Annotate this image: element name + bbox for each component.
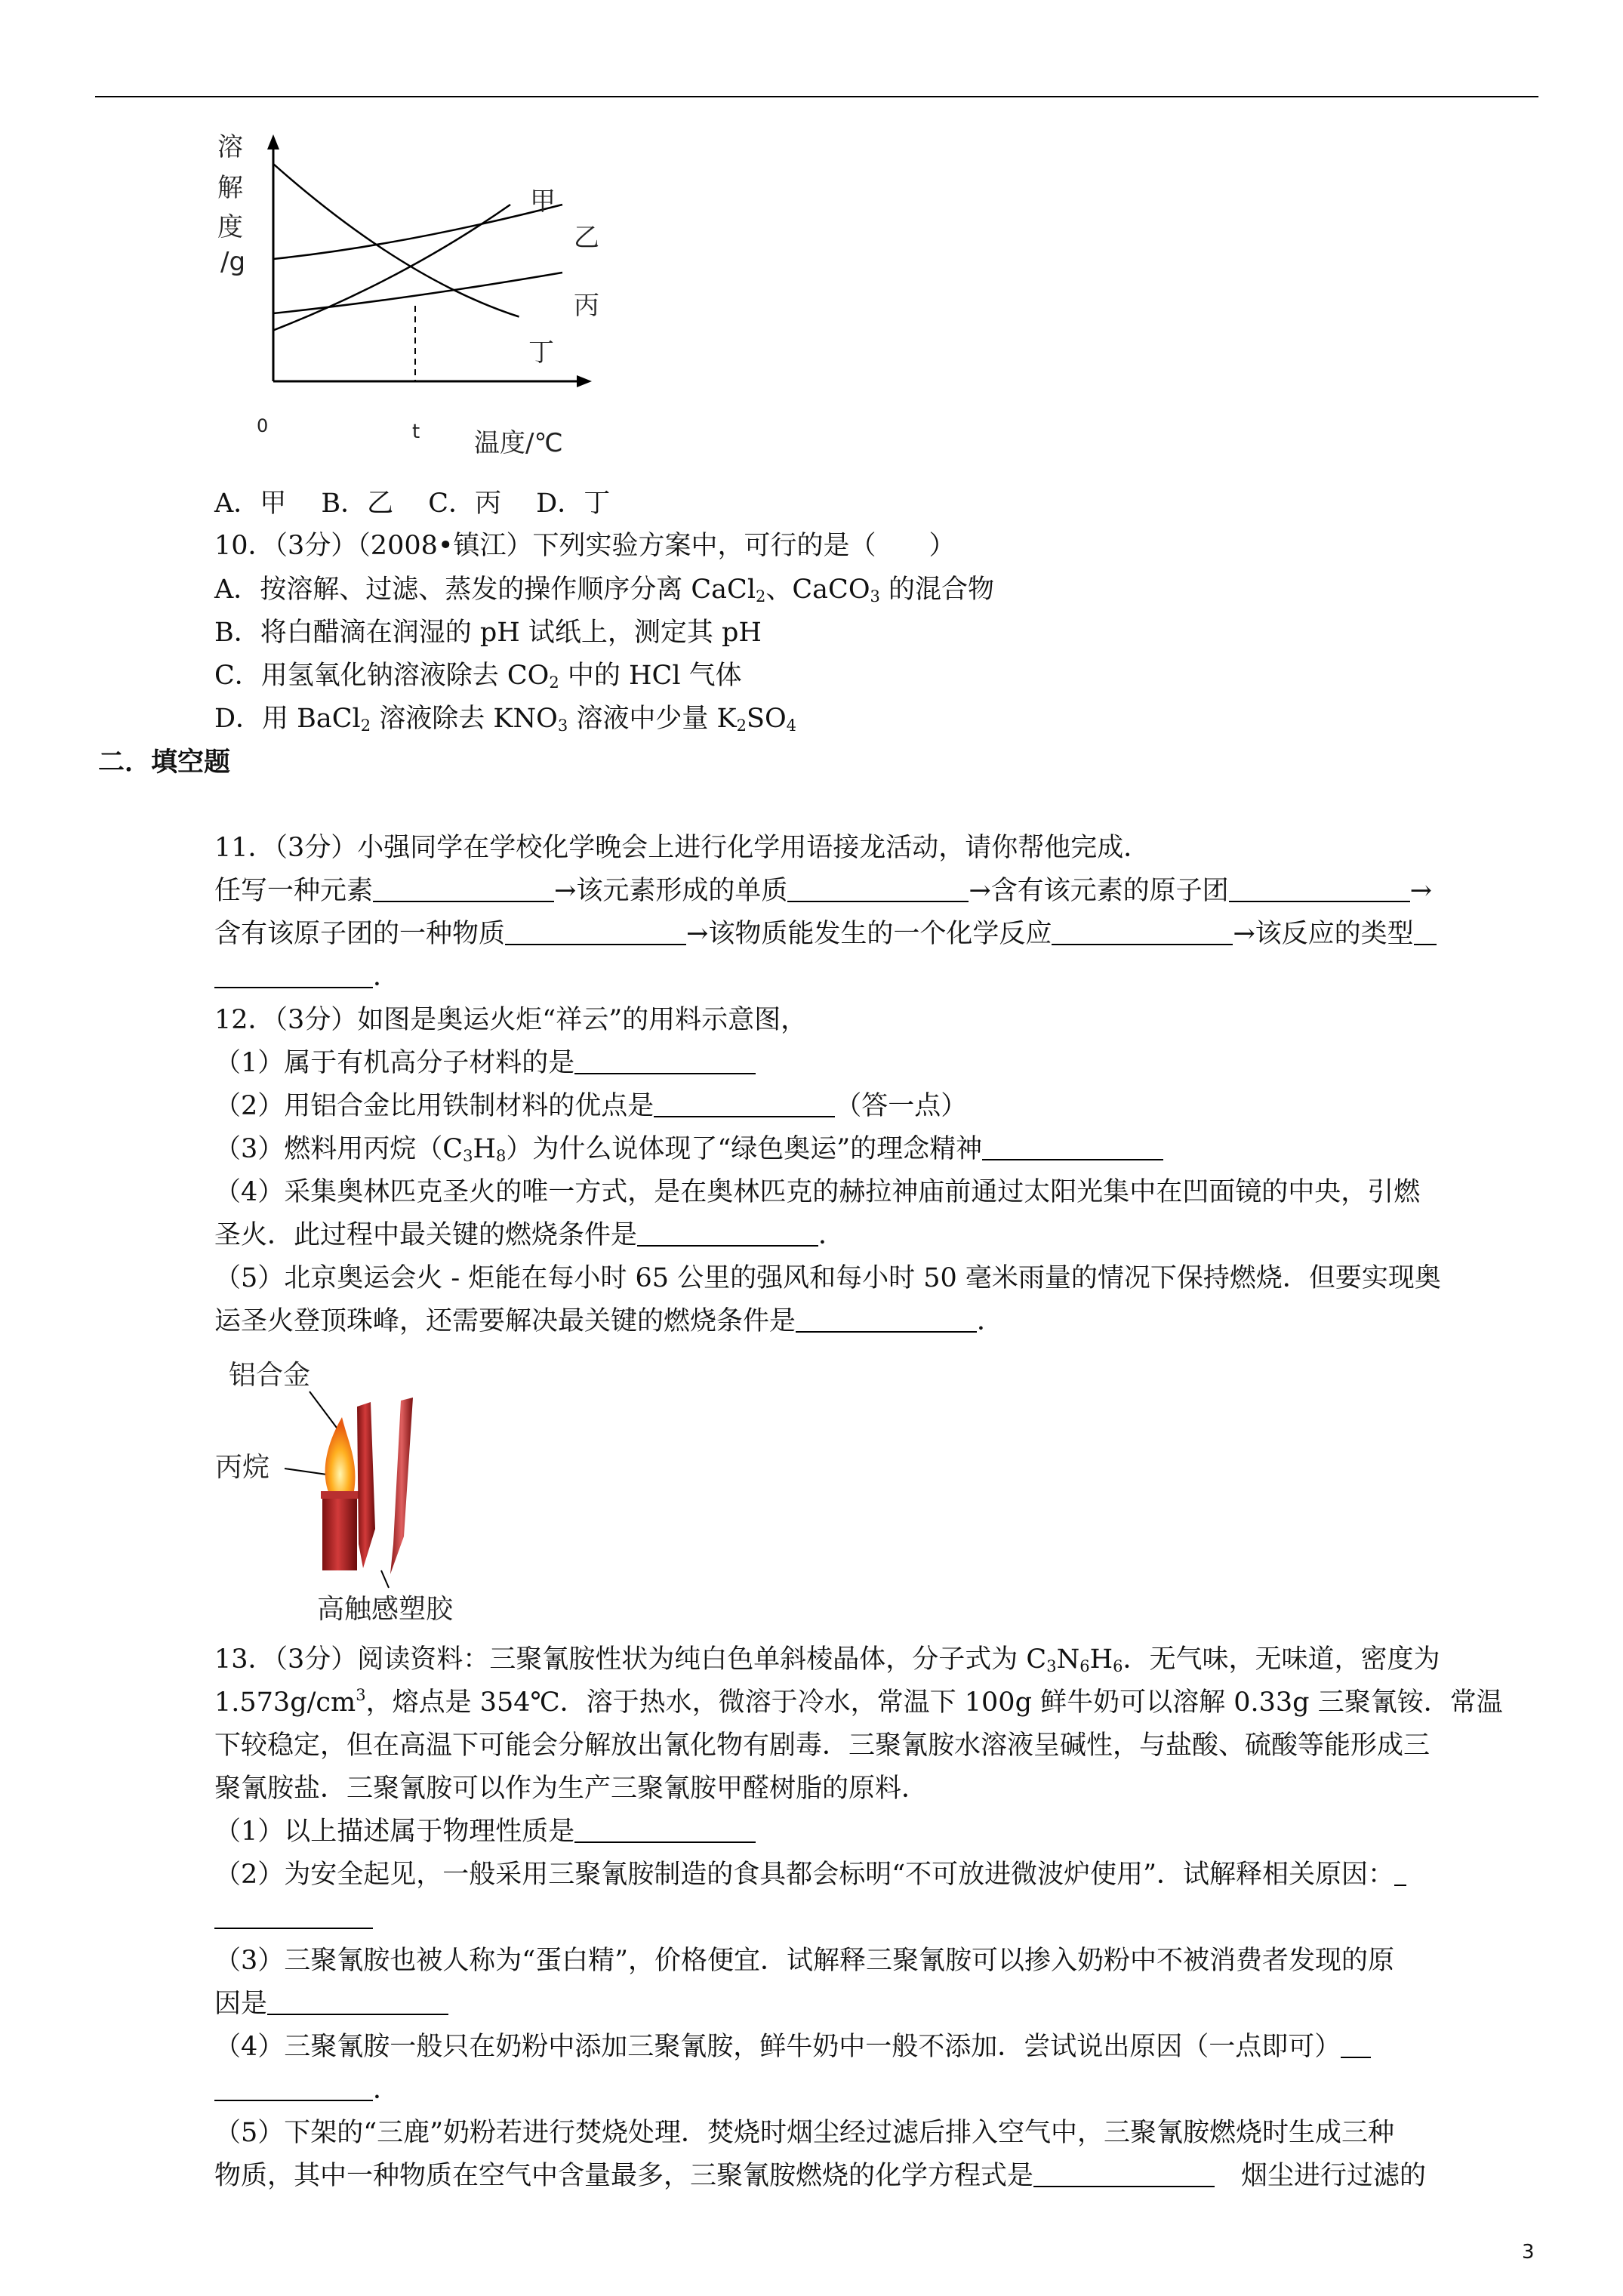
q13-part-3-line-2 bbox=[214, 1991, 448, 2017]
q13-part-5-line-2 bbox=[214, 2163, 1426, 2190]
answer-blank[interactable] bbox=[505, 921, 686, 945]
text: （2）用铝合金比用铁制材料的优点是 bbox=[214, 1091, 654, 1121]
torch-base-cap bbox=[321, 1491, 359, 1499]
sub: 8 bbox=[495, 1147, 507, 1165]
text: （4）三聚氰胺一般只在奶粉中添加三聚氰胺，鲜牛奶中一般不添加．尝试说出原因（一点即可） bbox=[214, 2032, 1341, 2062]
torch-base bbox=[322, 1495, 357, 1570]
q13-line-4: 聚氰胺盐．三聚氰胺可以作为生产三聚氰胺甲醛树脂的原料． bbox=[214, 1774, 929, 1804]
y-axis-arrow bbox=[267, 134, 279, 149]
torch-diagram bbox=[215, 1348, 502, 1635]
sub: 3 bbox=[870, 587, 880, 606]
label-propane: 丙烷 bbox=[215, 1452, 270, 1483]
text: 溶液中少量 K bbox=[568, 704, 737, 734]
text: 溶液除去 KNO bbox=[371, 704, 558, 734]
answer-blank[interactable] bbox=[267, 1991, 448, 2015]
label-aluminum-alloy: 铝合金 bbox=[229, 1360, 311, 1391]
sub: 6 bbox=[1113, 1657, 1123, 1675]
series-line-bing bbox=[273, 273, 562, 313]
y-label-char-4: /g bbox=[220, 247, 246, 277]
text: 、CaCO bbox=[765, 575, 870, 605]
answer-blank[interactable] bbox=[373, 878, 554, 902]
answer-blank[interactable] bbox=[214, 1905, 373, 1929]
q13-line-3: 下较稳定，但在高温下可能会分解放出氰化物有剧毒．三聚氰胺水溶液呈碱性，与盐酸、硫酸等能形成三 bbox=[214, 1730, 1431, 1761]
q13-part-4-blank bbox=[214, 2077, 399, 2103]
y-label-char-3: 度 bbox=[217, 212, 243, 242]
q12-part-5-line-2 bbox=[214, 1308, 1003, 1335]
series-label-jia: 甲 bbox=[530, 186, 556, 217]
text: 物质，其中一种物质在空气中含量最多，三聚氰胺燃烧的化学方程式是 bbox=[214, 2161, 1034, 2191]
sub: 3 bbox=[463, 1147, 473, 1165]
text: （2）为安全起见，一般采用三聚氰胺制造的食具都会标明“不可放进微波炉使用”．试解释相关原因： bbox=[214, 1860, 1395, 1890]
text: ）为什么说体现了“绿色奥运”的理念精神 bbox=[506, 1134, 983, 1164]
text: N bbox=[1056, 1644, 1080, 1675]
series-line-yi bbox=[273, 205, 562, 259]
answer-blank[interactable] bbox=[637, 1222, 818, 1247]
answer-blank[interactable] bbox=[1341, 2034, 1371, 2058]
answer-blank[interactable] bbox=[574, 1819, 756, 1843]
text: 的混合物 bbox=[879, 575, 995, 605]
q10-option-d bbox=[214, 704, 797, 735]
q13-part-4 bbox=[214, 2034, 1371, 2060]
q11-line-1 bbox=[214, 878, 1432, 905]
answer-blank[interactable] bbox=[796, 1308, 977, 1333]
q10-option-c bbox=[214, 661, 742, 692]
sub: 3 bbox=[557, 717, 568, 735]
text: 运圣火登顶珠峰，还需要解决最关键的燃烧条件是 bbox=[214, 1306, 796, 1336]
text: 1.573g/cm bbox=[214, 1687, 356, 1718]
text: 圣火．此过程中最关键的燃烧条件是 bbox=[214, 1220, 638, 1250]
flame-icon bbox=[325, 1417, 356, 1499]
q12-part-5-line-1: （5）北京奥运会火 - 炬能在每小时 65 公里的强风和每小时 50 毫米雨量的情况下保持燃烧．但要实现奥 bbox=[214, 1263, 1441, 1293]
answer-blank[interactable] bbox=[1229, 878, 1410, 902]
leader-line bbox=[381, 1570, 389, 1588]
q9-options: A．甲 B．乙 C．丙 D．丁 bbox=[214, 488, 611, 519]
sub: 2 bbox=[756, 587, 766, 606]
series-label-bing: 丙 bbox=[574, 291, 599, 321]
text: 含有该原子团的一种物质 bbox=[214, 919, 506, 949]
series-line-ding bbox=[273, 164, 519, 317]
q13-part-2-blank bbox=[214, 1905, 373, 1931]
torch-body-right bbox=[390, 1398, 413, 1574]
q12-part-2 bbox=[214, 1093, 967, 1120]
text: C．用氢氧化钠溶液除去 CO bbox=[214, 661, 550, 691]
q11-stem: 11．（3分）小强同学在学校化学晚会上进行化学用语接龙活动，请你帮他完成． bbox=[214, 833, 1150, 863]
series-label-ding: 丁 bbox=[528, 337, 554, 368]
q13-line-1 bbox=[214, 1644, 1440, 1675]
answer-blank[interactable] bbox=[1052, 921, 1233, 945]
text: ． bbox=[977, 1306, 1004, 1336]
q12-part-4-line-2 bbox=[214, 1222, 845, 1249]
q13-part-2 bbox=[214, 1862, 1406, 1888]
answer-blank[interactable] bbox=[654, 1093, 835, 1117]
text: H bbox=[1089, 1644, 1113, 1675]
text: （1）属于有机高分子材料的是 bbox=[214, 1048, 575, 1078]
text: H bbox=[473, 1134, 496, 1164]
text: D．用 BaCl bbox=[214, 704, 361, 734]
y-label-char-1: 溶 bbox=[217, 132, 243, 162]
torch-body bbox=[357, 1402, 375, 1568]
text: 任写一种元素 bbox=[214, 876, 374, 906]
text: 烟尘进行过滤的 bbox=[1215, 2161, 1427, 2191]
leader-line bbox=[285, 1469, 327, 1475]
q13-part-3-line-1: （3）三聚氰胺也被人称为“蛋白精”，价格便宜．试解释三聚氰胺可以掺入奶粉中不被消费者发现的原 bbox=[214, 1946, 1395, 1976]
text: →含有该元素的原子团 bbox=[969, 876, 1229, 906]
text: → bbox=[1409, 876, 1432, 906]
answer-blank[interactable] bbox=[1394, 1862, 1406, 1886]
y-axis-label bbox=[217, 132, 245, 277]
sub: 2 bbox=[360, 717, 371, 735]
text: ．无气味，无味道，密度为 bbox=[1123, 1644, 1440, 1675]
sup: 3 bbox=[356, 1686, 366, 1704]
series-line-jia bbox=[273, 205, 510, 331]
sub: 2 bbox=[549, 673, 559, 692]
text: ，熔点是 354℃．溶于热水，微溶于冷水，常温下 100g 鲜牛奶可以溶解 0.33g 三聚氰铵．常温 bbox=[365, 1687, 1503, 1718]
text: ． bbox=[373, 962, 400, 992]
section-title-fill-in: 二．填空题 bbox=[98, 747, 231, 778]
text: SO bbox=[747, 704, 787, 734]
y-label-char-2: 解 bbox=[217, 173, 243, 203]
x-axis-arrow bbox=[577, 375, 592, 387]
sub: 6 bbox=[1079, 1657, 1090, 1675]
x-marker-label: t bbox=[412, 421, 420, 443]
text: A．按溶解、过滤、蒸发的操作顺序分离 CaCl bbox=[214, 575, 756, 605]
text: （答一点） bbox=[835, 1091, 968, 1121]
sub: 2 bbox=[736, 717, 747, 735]
q13-line-2 bbox=[214, 1686, 1503, 1718]
series-label-yi: 乙 bbox=[574, 223, 599, 253]
page-number: 3 bbox=[1522, 2241, 1535, 2264]
header-rule bbox=[95, 96, 1538, 97]
text: →该物质能发生的一个化学反应 bbox=[686, 919, 1052, 949]
origin-label: 0 bbox=[257, 415, 269, 436]
q12-part-4-line-1: （4）采集奥林匹克圣火的唯一方式，是在奥林匹克的赫拉神庙前通过太阳光集中在凹面镜的中央，引燃 bbox=[214, 1177, 1421, 1207]
answer-blank[interactable] bbox=[982, 1136, 1163, 1160]
answer-blank[interactable] bbox=[574, 1050, 756, 1074]
text: 13．（3分）阅读资料：三聚氰胺性状为纯白色单斜棱晶体，分子式为 C bbox=[214, 1644, 1047, 1675]
answer-blank[interactable] bbox=[214, 964, 373, 988]
text: 因是 bbox=[214, 1989, 268, 2019]
answer-blank[interactable] bbox=[787, 878, 969, 902]
q10-stem: 10．（3分）（2008•镇江）下列实验方案中，可行的是（ ） bbox=[214, 531, 956, 561]
sub: 3 bbox=[1046, 1657, 1057, 1675]
x-axis-label: 温度/℃ bbox=[474, 428, 563, 458]
answer-blank[interactable] bbox=[214, 2077, 373, 2101]
text: 中的 HCl 气体 bbox=[559, 661, 742, 691]
q10-option-a bbox=[214, 575, 995, 606]
text: ． bbox=[818, 1220, 845, 1250]
q12-stem: 12．（3分）如图是奥运火炬“祥云”的用料示意图， bbox=[214, 1005, 808, 1035]
text: （1）以上描述属于物理性质是 bbox=[214, 1817, 575, 1847]
q13-part-1 bbox=[214, 1819, 756, 1845]
text: （3）燃料用丙烷（C bbox=[214, 1134, 463, 1164]
q12-part-1 bbox=[214, 1050, 756, 1077]
q13-part-5-line-1: （5）下架的“三鹿”奶粉若进行焚烧处理．焚烧时烟尘经过滤后排入空气中，三聚氰胺燃烧时生成三种 bbox=[214, 2118, 1395, 2148]
q12-part-3 bbox=[214, 1136, 1163, 1163]
answer-blank[interactable] bbox=[1414, 921, 1437, 945]
q10-option-b: B．将白醋滴在润湿的 pH 试纸上，测定其 pH bbox=[214, 618, 762, 648]
text: →该元素形成的单质 bbox=[554, 876, 788, 906]
q11-line-3 bbox=[214, 964, 399, 991]
text: ． bbox=[373, 2075, 400, 2105]
solubility-chart bbox=[204, 121, 627, 468]
sub: 4 bbox=[786, 717, 797, 735]
text: →该反应的类型 bbox=[1233, 919, 1414, 949]
answer-blank[interactable] bbox=[1033, 2163, 1215, 2187]
label-plastic: 高触感塑胶 bbox=[317, 1594, 454, 1625]
q11-line-2 bbox=[214, 921, 1437, 948]
